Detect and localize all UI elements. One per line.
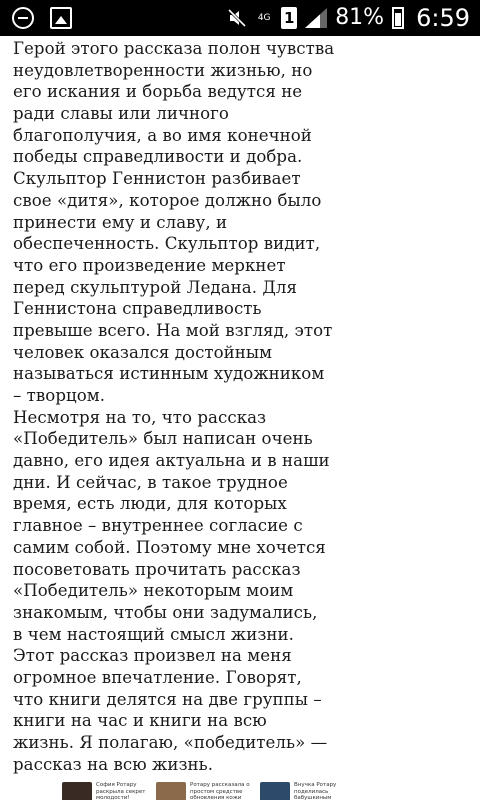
ad-text[interactable] [294, 782, 364, 800]
article-line: время, есть люди, для которых [13, 494, 287, 514]
ad-item[interactable] [260, 782, 360, 800]
article-line: посоветовать прочитать рассказ [13, 559, 301, 579]
ad-item[interactable] [156, 782, 256, 800]
article-line: огромное впечатление. Говорят, [13, 667, 302, 687]
article-line: давно, его идея актуальна и в наши [13, 451, 330, 471]
article-line: самим собой. Поэтому мне хочется [13, 537, 326, 557]
mute-icon [227, 8, 247, 28]
article-line: Геннистона справедливость [13, 299, 262, 319]
article-line: что его произведение меркнет [13, 255, 286, 275]
article-line: ради славы или личного [13, 104, 229, 124]
ad-text-line[interactable]: обновления кожи [190, 795, 242, 800]
battery-percent: 81% [335, 5, 385, 30]
gallery-icon [50, 7, 72, 29]
article-line: «Победитель» некоторым моим [13, 581, 294, 601]
ad-text-line[interactable]: простом средстве [190, 788, 243, 795]
article-line: Скульптор Геннистон разбивает [13, 169, 301, 189]
article-line: книги на час и книги на всю [13, 711, 267, 731]
article-line: обеспеченность. Скульптор видит, [13, 234, 321, 254]
clock: 6:59 [416, 4, 470, 32]
ad-thumbnail[interactable] [260, 782, 290, 800]
article-line: главное – внутреннее согласие с [13, 516, 303, 536]
ad-thumbnail[interactable] [156, 782, 186, 800]
article-line: человек оказался достойным [13, 342, 273, 362]
ad-text-line[interactable]: поделилась [294, 788, 329, 795]
article-line: превыше всего. На мой взгляд, этот [13, 320, 333, 340]
ad-text-line[interactable]: Ротару рассказала о [190, 782, 250, 788]
article-line: – творцом. [13, 386, 106, 405]
ad-text-line[interactable]: молодости! [96, 795, 130, 800]
article-line: неудовлетворенности жизнью, но [13, 60, 313, 80]
ad-text-line[interactable]: София Ротару [96, 782, 137, 788]
article-line: Несмотря на то, что рассказ [13, 407, 267, 427]
sim-icon: 1 [281, 7, 297, 29]
ad-text-line[interactable]: раскрыла секрет [96, 788, 146, 795]
article-line: в чем настоящий смысл жизни. [13, 624, 294, 644]
ad-text[interactable] [190, 782, 260, 800]
article-line: называться истинным художником [13, 364, 325, 384]
minus-circle-icon [12, 7, 34, 29]
article-line: Герой этого рассказа полон чувства [13, 39, 335, 58]
status-bar-right [227, 0, 470, 36]
ad-item[interactable] [62, 782, 162, 800]
ad-text-line[interactable]: Внучка Ротару [294, 782, 337, 788]
article-line: перед скульптурой Ледана. Для [13, 277, 297, 297]
ad-strip[interactable] [0, 778, 480, 800]
battery-icon [392, 7, 404, 29]
signal-icon [305, 8, 327, 28]
article-line: что книги делятся на две группы – [13, 689, 322, 709]
article-line: свое «дитя», которое должно было [13, 190, 322, 210]
article-line: благополучия, а во имя конечной [13, 125, 312, 145]
article-line: дни. И сейчас, в такое трудное [13, 472, 288, 492]
article-line: «Победитель» был написан очень [13, 429, 313, 449]
ad-thumbnail[interactable] [62, 782, 92, 800]
status-bar [0, 0, 480, 36]
article-line: победы справедливости и добра. [13, 147, 303, 167]
article-line: знакомым, чтобы они задумались, [13, 602, 318, 622]
article-line: его искания и борьба ведутся не [13, 82, 303, 102]
article-line: жизнь. Я полагаю, «победитель» — [13, 733, 328, 752]
article-line: рассказ на всю жизнь. [13, 754, 214, 774]
ad-text-line[interactable]: бабушкиным [294, 795, 332, 800]
article-text [13, 38, 473, 775]
article-line: Этот рассказ произвел на меня [13, 646, 292, 666]
article-line: принести ему и славу, и [13, 212, 228, 232]
network-type: 4G [257, 12, 271, 23]
